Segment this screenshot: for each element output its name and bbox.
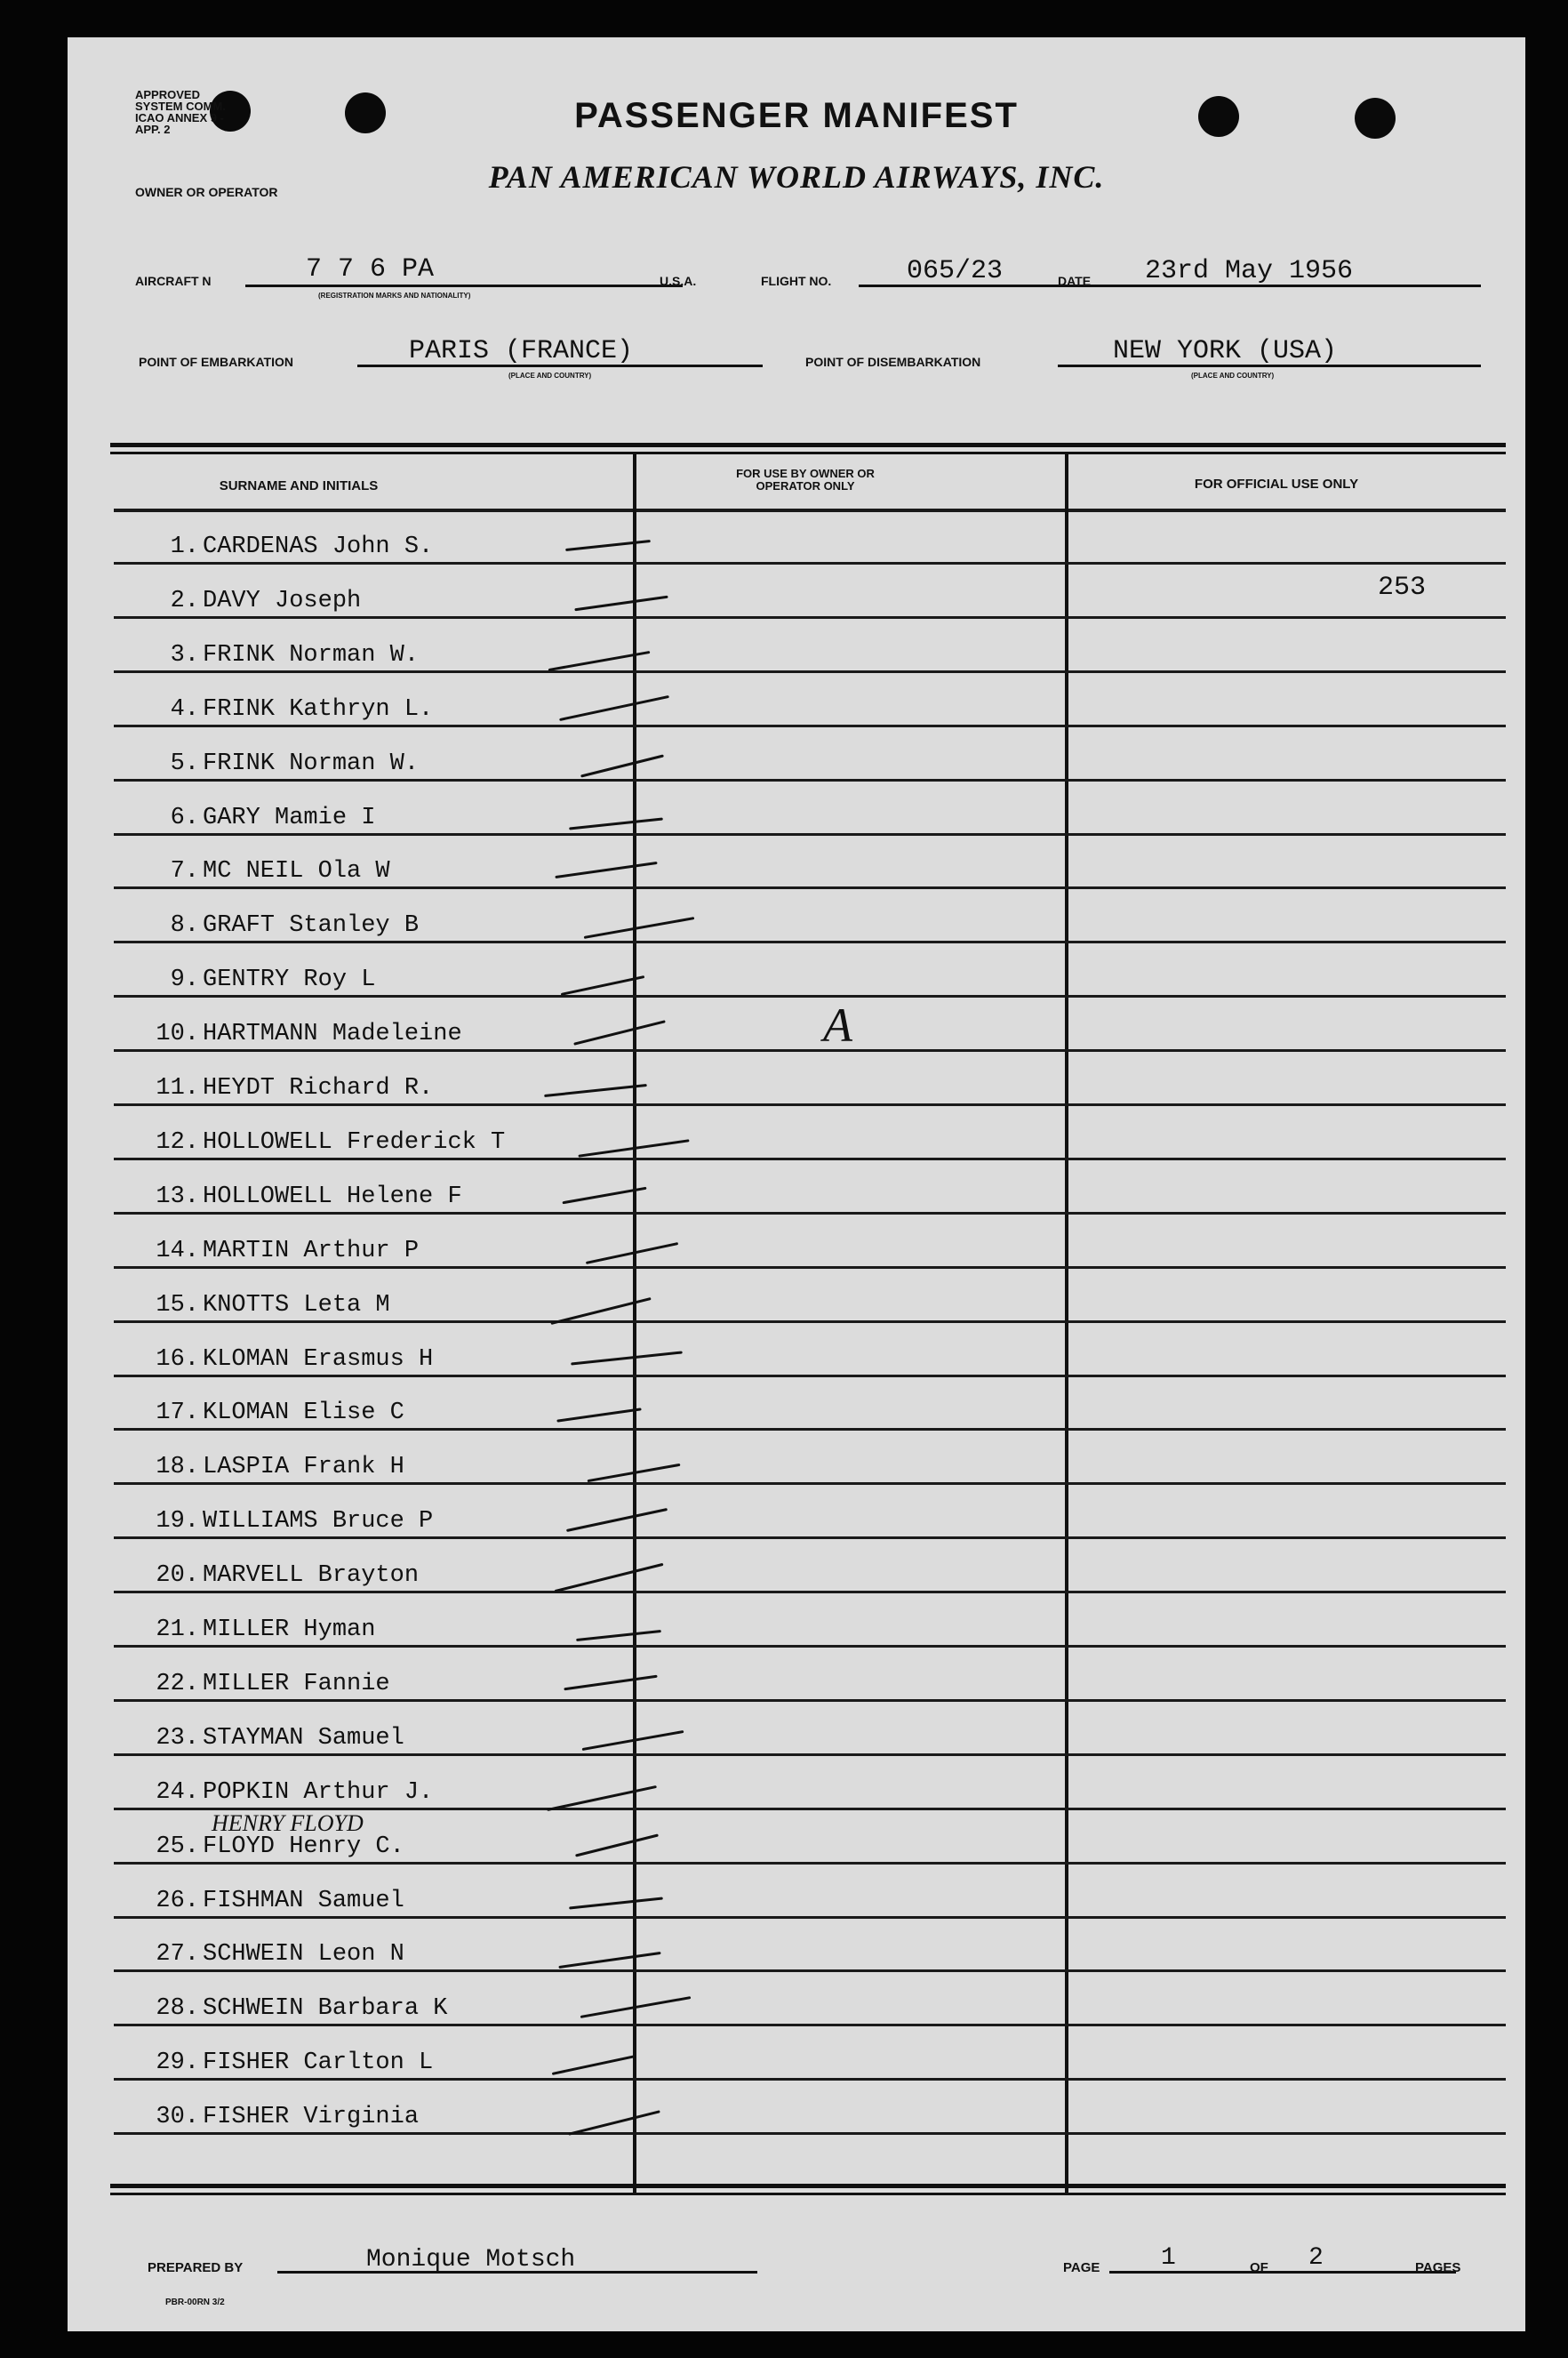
row-rule	[114, 1482, 1506, 1485]
check-mark	[576, 1630, 661, 1641]
check-mark	[556, 1408, 641, 1423]
prepared-by-label: PREPARED BY	[148, 2260, 244, 2275]
row-number: 10.	[156, 1021, 199, 1048]
passenger-name: CARDENAS John S.	[203, 533, 434, 560]
passenger-name: GARY Mamie I	[203, 804, 376, 831]
row-number: 3.	[170, 641, 199, 669]
check-mark	[586, 1242, 678, 1264]
passenger-name: MILLER Hyman	[203, 1616, 376, 1643]
check-mark	[558, 1952, 660, 1969]
aircraft-underline	[245, 285, 683, 287]
passenger-name: FRINK Norman W.	[203, 750, 420, 777]
passenger-name: LASPIA Frank H	[203, 1454, 404, 1481]
passenger-name: HOLLOWELL Helene F	[203, 1183, 462, 1210]
check-mark	[566, 1508, 668, 1532]
row-number: 21.	[156, 1616, 199, 1643]
header-rule	[114, 509, 1506, 512]
row-rule	[114, 941, 1506, 943]
check-mark	[552, 2055, 636, 2075]
row-number: 13.	[156, 1183, 199, 1210]
row-number: 26.	[156, 1887, 199, 1914]
row-rule	[114, 886, 1506, 889]
row-number: 22.	[156, 1670, 199, 1697]
check-mark	[573, 1020, 666, 1046]
aircraft-label: AIRCRAFT N	[135, 274, 212, 288]
flight-no-value: 065/23	[907, 256, 1004, 286]
row-number: 4.	[170, 695, 199, 723]
passenger-name: MARVELL Brayton	[203, 1562, 420, 1590]
row-rule	[114, 1375, 1506, 1377]
check-mark	[571, 1351, 683, 1365]
row-rule	[114, 1320, 1506, 1323]
check-mark	[575, 1833, 659, 1857]
embark-sublabel: (PLACE AND COUNTRY)	[508, 372, 592, 380]
passenger-name: HARTMANN Madeleine	[203, 1021, 462, 1048]
row-number: 29.	[156, 2049, 199, 2077]
table-top-rule	[110, 443, 1506, 447]
row-number: 2.	[170, 587, 199, 614]
row-number: 16.	[156, 1345, 199, 1373]
of-label: OF	[1250, 2260, 1268, 2275]
passenger-name: FRINK Norman W.	[203, 641, 420, 669]
row-rule	[114, 833, 1506, 836]
check-mark	[564, 1675, 657, 1691]
column-header-operator: FOR USE BY OWNER OR OPERATOR ONLY	[736, 467, 875, 493]
row-number: 27.	[156, 1941, 199, 1969]
embark-label: POINT OF EMBARKATION	[139, 355, 293, 369]
column-header-surname: SURNAME AND INITIALS	[219, 478, 379, 493]
row-rule	[114, 1591, 1506, 1593]
passenger-name: MILLER Fannie	[203, 1670, 390, 1697]
pages-value: 2	[1308, 2244, 1324, 2272]
page-title: PASSENGER MANIFEST	[574, 96, 1019, 135]
check-mark	[555, 862, 657, 878]
check-mark	[580, 754, 664, 777]
row-rule	[114, 1158, 1506, 1160]
operator-name: PAN AMERICAN WORLD AIRWAYS, INC.	[488, 159, 1105, 195]
aircraft-sublabel: (REGISTRATION MARKS AND NATIONALITY)	[318, 292, 471, 300]
date-label: DATE	[1058, 274, 1092, 288]
check-mark	[544, 1084, 647, 1097]
disembark-sublabel: (PLACE AND COUNTRY)	[1191, 372, 1275, 380]
row-number: 18.	[156, 1454, 199, 1481]
disembark-value: NEW YORK (USA)	[1113, 336, 1338, 366]
manifest-sheet	[68, 37, 1525, 2331]
column-header-official: FOR OFFICIAL USE ONLY	[1194, 477, 1359, 492]
row-rule	[114, 670, 1506, 673]
operator-label: OWNER OR OPERATOR	[135, 185, 278, 199]
row-number: 17.	[156, 1400, 199, 1427]
row-rule	[114, 1753, 1506, 1756]
handwritten-correction: HENRY FLOYD	[212, 1809, 364, 1836]
row-number: 14.	[156, 1237, 199, 1264]
passenger-name: DAVY Joseph	[203, 587, 362, 614]
form-code: PBR-00RN 3/2	[165, 2298, 225, 2307]
official-note: 253	[1378, 573, 1427, 603]
embark-value: PARIS (FRANCE)	[409, 336, 634, 366]
pages-label: PAGES	[1415, 2260, 1461, 2275]
passenger-name: FISHER Carlton L	[203, 2049, 434, 2077]
row-rule	[114, 725, 1506, 727]
row-rule	[114, 2024, 1506, 2026]
table-bottom-rule	[110, 2184, 1506, 2188]
passenger-name: SCHWEIN Barbara K	[203, 1995, 448, 2023]
row-number: 28.	[156, 1995, 199, 2023]
passenger-name: STAYMAN Samuel	[203, 1724, 404, 1752]
check-mark	[565, 540, 651, 551]
aircraft-value: 7 7 6 PA	[306, 254, 435, 285]
passenger-name: GENTRY Roy L	[203, 966, 376, 994]
passenger-name: HEYDT Richard R.	[203, 1075, 434, 1102]
prepared-by-value: Monique Motsch	[366, 2246, 576, 2274]
row-rule	[114, 1969, 1506, 1972]
row-number: 6.	[170, 804, 199, 831]
row-number: 11.	[156, 1075, 199, 1102]
passenger-name: FISHMAN Samuel	[203, 1887, 404, 1914]
passenger-name: KLOMAN Elise C	[203, 1400, 404, 1427]
row-rule	[114, 1049, 1506, 1052]
row-number: 12.	[156, 1128, 199, 1156]
row-rule	[114, 995, 1506, 998]
row-number: 1.	[170, 533, 199, 560]
row-rule	[114, 1103, 1506, 1106]
row-rule	[114, 1699, 1506, 1702]
passenger-name: KNOTTS Leta M	[203, 1291, 390, 1319]
passenger-name: FLOYD Henry C.	[203, 1833, 404, 1860]
row-rule	[114, 1536, 1506, 1539]
row-number: 19.	[156, 1508, 199, 1536]
row-rule	[114, 2078, 1506, 2081]
row-rule	[114, 1645, 1506, 1648]
country-label: U.S.A.	[660, 274, 697, 288]
row-number: 24.	[156, 1778, 199, 1806]
row-number: 8.	[170, 912, 199, 940]
passenger-name: POPKIN Arthur J.	[203, 1778, 434, 1806]
check-mark	[569, 817, 663, 830]
check-mark	[555, 1563, 664, 1592]
row-rule	[114, 562, 1506, 565]
passenger-name: KLOMAN Erasmus H	[203, 1345, 434, 1373]
check-mark	[584, 917, 695, 939]
row-number: 7.	[170, 858, 199, 886]
flight-no-label: FLIGHT NO.	[761, 274, 832, 288]
check-mark	[574, 596, 668, 612]
passenger-name: MARTIN Arthur P	[203, 1237, 420, 1264]
check-mark	[569, 1897, 663, 1909]
passenger-name: FRINK Kathryn L.	[203, 695, 434, 723]
page-label: PAGE	[1063, 2260, 1100, 2275]
passenger-name: MC NEIL Ola W	[203, 858, 390, 886]
passenger-name: FISHER Virginia	[203, 2104, 420, 2131]
row-number: 15.	[156, 1291, 199, 1319]
operator-note: A	[823, 999, 852, 1052]
row-number: 25.	[156, 1833, 199, 1860]
disembark-label: POINT OF DISEMBARKATION	[805, 355, 981, 369]
check-mark	[559, 695, 669, 721]
row-number: 23.	[156, 1724, 199, 1752]
approval-stamp: APPROVED SYSTEM COMM. ICAO ANNEX 9 - APP. 2	[135, 88, 226, 136]
row-rule	[114, 1212, 1506, 1215]
date-value: 23rd May 1956	[1145, 256, 1354, 286]
row-rule	[114, 779, 1506, 782]
passenger-name: SCHWEIN Leon N	[203, 1941, 404, 1969]
row-rule	[114, 1266, 1506, 1269]
passenger-name: GRAFT Stanley B	[203, 912, 420, 940]
table-bottom-rule-inner	[110, 2193, 1506, 2195]
row-number: 9.	[170, 966, 199, 994]
row-number: 30.	[156, 2104, 199, 2131]
row-rule	[114, 616, 1506, 619]
row-rule	[114, 1862, 1506, 1865]
page-value: 1	[1161, 2244, 1176, 2272]
row-number: 5.	[170, 750, 199, 777]
row-rule	[114, 1428, 1506, 1431]
row-rule	[114, 2132, 1506, 2135]
row-rule	[114, 1916, 1506, 1919]
passenger-name: HOLLOWELL Frederick T	[203, 1128, 506, 1156]
passenger-name: WILLIAMS Bruce P	[203, 1508, 434, 1536]
table-top-rule-inner	[110, 452, 1506, 454]
row-number: 20.	[156, 1562, 199, 1590]
